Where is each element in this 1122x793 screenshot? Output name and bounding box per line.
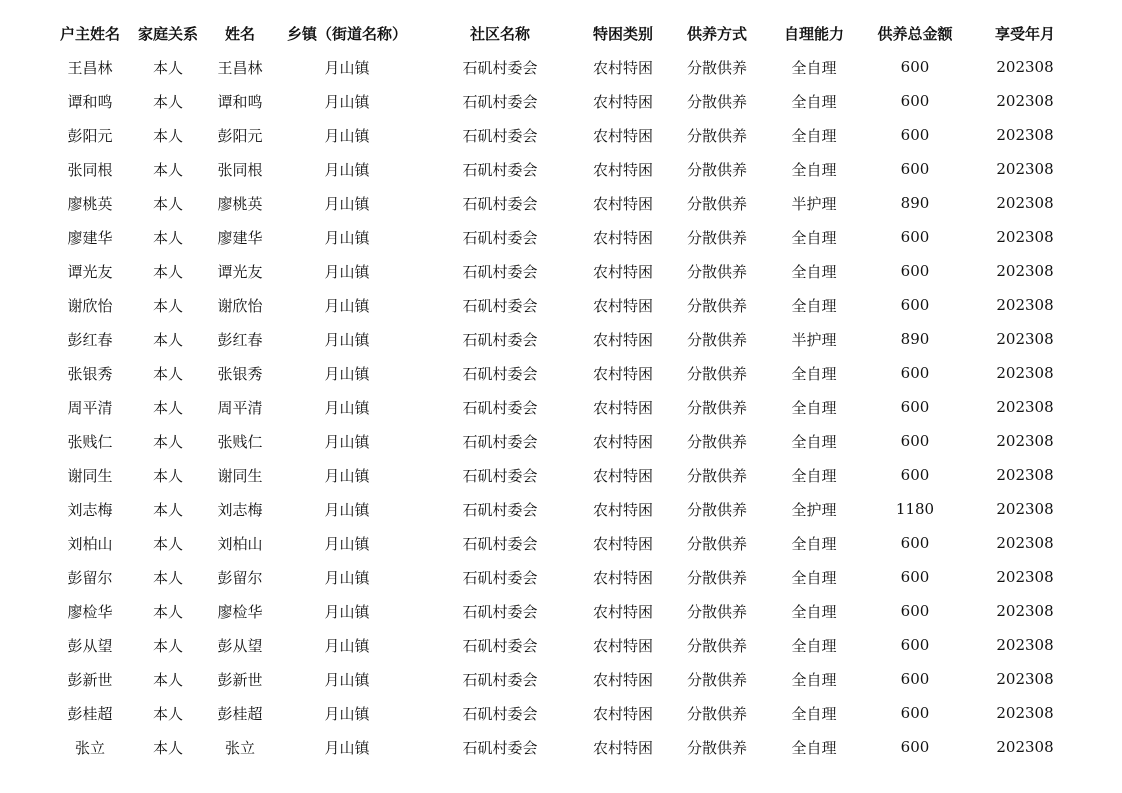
name-cell: 谭光友 <box>217 262 263 281</box>
township-cell: 月山镇 <box>324 670 370 689</box>
township-cell: 月山镇 <box>324 364 370 383</box>
name-cell: 彭留尔 <box>217 568 263 587</box>
category-cell: 农村特困 <box>592 92 653 111</box>
township-cell: 月山镇 <box>324 194 370 213</box>
family-relation-cell: 本人 <box>152 398 183 417</box>
family-relation-cell: 本人 <box>152 432 183 451</box>
amount-cell: 600 <box>900 92 930 110</box>
householder-name-cell: 彭留尔 <box>67 568 113 587</box>
self-care-cell: 全自理 <box>791 58 837 77</box>
table-row <box>48 628 1078 662</box>
householder-name-cell: 刘柏山 <box>67 534 113 553</box>
support-method-cell: 分散供养 <box>686 296 747 315</box>
family-relation-cell: 本人 <box>152 228 183 247</box>
householder-name-cell: 廖建华 <box>67 228 113 247</box>
self-care-cell: 全自理 <box>791 466 837 485</box>
family-relation-cell: 本人 <box>152 330 183 349</box>
name-cell: 廖建华 <box>217 228 263 247</box>
township-cell: 月山镇 <box>324 398 370 417</box>
month-cell: 202308 <box>996 568 1054 586</box>
header-category: 特困类别 <box>592 24 653 43</box>
family-relation-cell: 本人 <box>152 126 183 145</box>
township-cell: 月山镇 <box>324 92 370 111</box>
self-care-cell: 全自理 <box>791 534 837 553</box>
support-method-cell: 分散供养 <box>686 704 747 723</box>
township-cell: 月山镇 <box>324 160 370 179</box>
header-month: 享受年月 <box>994 24 1055 43</box>
householder-name-cell: 彭阳元 <box>67 126 113 145</box>
householder-name-cell: 廖桃英 <box>67 194 113 213</box>
amount-cell: 600 <box>900 432 930 450</box>
self-care-cell: 全自理 <box>791 126 837 145</box>
table-row <box>48 186 1078 220</box>
name-cell: 廖桃英 <box>217 194 263 213</box>
table-body <box>48 50 1078 764</box>
support-method-cell: 分散供养 <box>686 228 747 247</box>
table-row <box>48 492 1078 526</box>
category-cell: 农村特困 <box>592 296 653 315</box>
amount-cell: 890 <box>900 330 930 348</box>
community-cell: 石矶村委会 <box>462 364 538 383</box>
table-header <box>48 16 1078 50</box>
amount-cell: 600 <box>900 738 930 756</box>
month-cell: 202308 <box>996 296 1054 314</box>
amount-cell: 600 <box>900 466 930 484</box>
table-row <box>48 696 1078 730</box>
support-method-cell: 分散供养 <box>686 58 747 77</box>
township-cell: 月山镇 <box>324 228 370 247</box>
month-cell: 202308 <box>996 398 1054 416</box>
month-cell: 202308 <box>996 602 1054 620</box>
category-cell: 农村特困 <box>592 500 653 519</box>
family-relation-cell: 本人 <box>152 58 183 77</box>
category-cell: 农村特困 <box>592 704 653 723</box>
header-community: 社区名称 <box>469 24 530 43</box>
month-cell: 202308 <box>996 432 1054 450</box>
beneficiary-table <box>48 16 1078 764</box>
table-row <box>48 288 1078 322</box>
support-method-cell: 分散供养 <box>686 330 747 349</box>
support-method-cell: 分散供养 <box>686 534 747 553</box>
householder-name-cell: 彭新世 <box>67 670 113 689</box>
township-cell: 月山镇 <box>324 534 370 553</box>
township-cell: 月山镇 <box>324 568 370 587</box>
month-cell: 202308 <box>996 670 1054 688</box>
support-method-cell: 分散供养 <box>686 738 747 757</box>
family-relation-cell: 本人 <box>152 670 183 689</box>
family-relation-cell: 本人 <box>152 534 183 553</box>
month-cell: 202308 <box>996 364 1054 382</box>
township-cell: 月山镇 <box>324 466 370 485</box>
category-cell: 农村特困 <box>592 636 653 655</box>
self-care-cell: 全自理 <box>791 602 837 621</box>
self-care-cell: 全护理 <box>791 500 837 519</box>
support-method-cell: 分散供养 <box>686 126 747 145</box>
amount-cell: 600 <box>900 670 930 688</box>
header-self-care: 自理能力 <box>783 24 844 43</box>
community-cell: 石矶村委会 <box>462 398 538 417</box>
self-care-cell: 全自理 <box>791 704 837 723</box>
family-relation-cell: 本人 <box>152 602 183 621</box>
self-care-cell: 全自理 <box>791 636 837 655</box>
community-cell: 石矶村委会 <box>462 738 538 757</box>
township-cell: 月山镇 <box>324 500 370 519</box>
category-cell: 农村特困 <box>592 364 653 383</box>
community-cell: 石矶村委会 <box>462 126 538 145</box>
amount-cell: 600 <box>900 636 930 654</box>
township-cell: 月山镇 <box>324 296 370 315</box>
amount-cell: 600 <box>900 58 930 76</box>
family-relation-cell: 本人 <box>152 500 183 519</box>
category-cell: 农村特困 <box>592 262 653 281</box>
name-cell: 彭新世 <box>217 670 263 689</box>
family-relation-cell: 本人 <box>152 466 183 485</box>
householder-name-cell: 彭从望 <box>67 636 113 655</box>
category-cell: 农村特困 <box>592 398 653 417</box>
householder-name-cell: 周平清 <box>67 398 113 417</box>
month-cell: 202308 <box>996 330 1054 348</box>
community-cell: 石矶村委会 <box>462 602 538 621</box>
householder-name-cell: 谭光友 <box>67 262 113 281</box>
name-cell: 谭和鸣 <box>217 92 263 111</box>
name-cell: 刘志梅 <box>217 500 263 519</box>
community-cell: 石矶村委会 <box>462 58 538 77</box>
community-cell: 石矶村委会 <box>462 636 538 655</box>
township-cell: 月山镇 <box>324 330 370 349</box>
community-cell: 石矶村委会 <box>462 500 538 519</box>
month-cell: 202308 <box>996 262 1054 280</box>
month-cell: 202308 <box>996 466 1054 484</box>
community-cell: 石矶村委会 <box>462 330 538 349</box>
township-cell: 月山镇 <box>324 432 370 451</box>
family-relation-cell: 本人 <box>152 636 183 655</box>
householder-name-cell: 彭桂超 <box>67 704 113 723</box>
amount-cell: 600 <box>900 534 930 552</box>
header-row <box>48 16 1078 50</box>
self-care-cell: 全自理 <box>791 670 837 689</box>
support-method-cell: 分散供养 <box>686 636 747 655</box>
table-row <box>48 152 1078 186</box>
amount-cell: 600 <box>900 364 930 382</box>
month-cell: 202308 <box>996 534 1054 552</box>
township-cell: 月山镇 <box>324 58 370 77</box>
category-cell: 农村特困 <box>592 602 653 621</box>
township-cell: 月山镇 <box>324 126 370 145</box>
name-cell: 张同根 <box>217 160 263 179</box>
community-cell: 石矶村委会 <box>462 704 538 723</box>
amount-cell: 1180 <box>895 500 935 518</box>
support-method-cell: 分散供养 <box>686 568 747 587</box>
family-relation-cell: 本人 <box>152 738 183 757</box>
family-relation-cell: 本人 <box>152 704 183 723</box>
amount-cell: 600 <box>900 602 930 620</box>
community-cell: 石矶村委会 <box>462 262 538 281</box>
name-cell: 谢同生 <box>217 466 263 485</box>
self-care-cell: 全自理 <box>791 738 837 757</box>
family-relation-cell: 本人 <box>152 262 183 281</box>
support-method-cell: 分散供养 <box>686 262 747 281</box>
amount-cell: 600 <box>900 228 930 246</box>
name-cell: 彭阳元 <box>217 126 263 145</box>
category-cell: 农村特困 <box>592 738 653 757</box>
month-cell: 202308 <box>996 636 1054 654</box>
householder-name-cell: 彭红春 <box>67 330 113 349</box>
self-care-cell: 全自理 <box>791 160 837 179</box>
support-method-cell: 分散供养 <box>686 432 747 451</box>
table-row <box>48 254 1078 288</box>
support-method-cell: 分散供养 <box>686 194 747 213</box>
month-cell: 202308 <box>996 500 1054 518</box>
householder-name-cell: 张银秀 <box>67 364 113 383</box>
table-row <box>48 220 1078 254</box>
table-row <box>48 390 1078 424</box>
amount-cell: 600 <box>900 398 930 416</box>
community-cell: 石矶村委会 <box>462 92 538 111</box>
month-cell: 202308 <box>996 194 1054 212</box>
table-row <box>48 356 1078 390</box>
table-row <box>48 50 1078 84</box>
header-township: 乡镇（街道名称） <box>286 24 407 43</box>
category-cell: 农村特困 <box>592 568 653 587</box>
name-cell: 张贱仁 <box>217 432 263 451</box>
householder-name-cell: 廖检华 <box>67 602 113 621</box>
amount-cell: 600 <box>900 296 930 314</box>
name-cell: 廖检华 <box>217 602 263 621</box>
community-cell: 石矶村委会 <box>462 534 538 553</box>
table-row <box>48 458 1078 492</box>
category-cell: 农村特困 <box>592 194 653 213</box>
township-cell: 月山镇 <box>324 636 370 655</box>
category-cell: 农村特困 <box>592 330 653 349</box>
category-cell: 农村特困 <box>592 58 653 77</box>
family-relation-cell: 本人 <box>152 296 183 315</box>
self-care-cell: 全自理 <box>791 296 837 315</box>
header-family-relation: 家庭关系 <box>137 24 198 43</box>
householder-name-cell: 刘志梅 <box>67 500 113 519</box>
support-method-cell: 分散供养 <box>686 364 747 383</box>
amount-cell: 600 <box>900 704 930 722</box>
community-cell: 石矶村委会 <box>462 228 538 247</box>
month-cell: 202308 <box>996 126 1054 144</box>
name-cell: 彭从望 <box>217 636 263 655</box>
self-care-cell: 全自理 <box>791 568 837 587</box>
township-cell: 月山镇 <box>324 602 370 621</box>
category-cell: 农村特困 <box>592 228 653 247</box>
support-method-cell: 分散供养 <box>686 160 747 179</box>
category-cell: 农村特困 <box>592 160 653 179</box>
support-method-cell: 分散供养 <box>686 92 747 111</box>
month-cell: 202308 <box>996 228 1054 246</box>
category-cell: 农村特困 <box>592 670 653 689</box>
support-method-cell: 分散供养 <box>686 670 747 689</box>
name-cell: 谢欣怡 <box>217 296 263 315</box>
householder-name-cell: 张立 <box>74 738 105 757</box>
table-row <box>48 594 1078 628</box>
householder-name-cell: 谢欣怡 <box>67 296 113 315</box>
name-cell: 彭红春 <box>217 330 263 349</box>
family-relation-cell: 本人 <box>152 364 183 383</box>
name-cell: 周平清 <box>217 398 263 417</box>
amount-cell: 600 <box>900 160 930 178</box>
self-care-cell: 全自理 <box>791 398 837 417</box>
header-amount: 供养总金额 <box>877 24 953 43</box>
support-method-cell: 分散供养 <box>686 466 747 485</box>
self-care-cell: 全自理 <box>791 262 837 281</box>
table-row <box>48 730 1078 764</box>
householder-name-cell: 谭和鸣 <box>67 92 113 111</box>
month-cell: 202308 <box>996 738 1054 756</box>
self-care-cell: 全自理 <box>791 364 837 383</box>
name-cell: 彭桂超 <box>217 704 263 723</box>
family-relation-cell: 本人 <box>152 92 183 111</box>
category-cell: 农村特困 <box>592 432 653 451</box>
householder-name-cell: 王昌林 <box>67 58 113 77</box>
self-care-cell: 全自理 <box>791 92 837 111</box>
community-cell: 石矶村委会 <box>462 160 538 179</box>
table-row <box>48 84 1078 118</box>
family-relation-cell: 本人 <box>152 568 183 587</box>
month-cell: 202308 <box>996 58 1054 76</box>
support-method-cell: 分散供养 <box>686 500 747 519</box>
self-care-cell: 半护理 <box>791 194 837 213</box>
category-cell: 农村特困 <box>592 534 653 553</box>
name-cell: 张立 <box>224 738 255 757</box>
header-support-method: 供养方式 <box>686 24 747 43</box>
householder-name-cell: 张贱仁 <box>67 432 113 451</box>
support-method-cell: 分散供养 <box>686 398 747 417</box>
category-cell: 农村特困 <box>592 466 653 485</box>
name-cell: 张银秀 <box>217 364 263 383</box>
amount-cell: 600 <box>900 568 930 586</box>
table-row <box>48 424 1078 458</box>
name-cell: 王昌林 <box>217 58 263 77</box>
self-care-cell: 半护理 <box>791 330 837 349</box>
community-cell: 石矶村委会 <box>462 568 538 587</box>
amount-cell: 600 <box>900 126 930 144</box>
township-cell: 月山镇 <box>324 738 370 757</box>
self-care-cell: 全自理 <box>791 432 837 451</box>
self-care-cell: 全自理 <box>791 228 837 247</box>
header-householder-name: 户主姓名 <box>59 24 120 43</box>
category-cell: 农村特困 <box>592 126 653 145</box>
table-row <box>48 322 1078 356</box>
community-cell: 石矶村委会 <box>462 466 538 485</box>
community-cell: 石矶村委会 <box>462 670 538 689</box>
amount-cell: 600 <box>900 262 930 280</box>
month-cell: 202308 <box>996 160 1054 178</box>
header-name: 姓名 <box>224 24 255 43</box>
table-row <box>48 560 1078 594</box>
month-cell: 202308 <box>996 704 1054 722</box>
householder-name-cell: 张同根 <box>67 160 113 179</box>
family-relation-cell: 本人 <box>152 194 183 213</box>
township-cell: 月山镇 <box>324 262 370 281</box>
community-cell: 石矶村委会 <box>462 296 538 315</box>
table-row <box>48 526 1078 560</box>
householder-name-cell: 谢同生 <box>67 466 113 485</box>
community-cell: 石矶村委会 <box>462 432 538 451</box>
amount-cell: 890 <box>900 194 930 212</box>
table-row <box>48 662 1078 696</box>
support-method-cell: 分散供养 <box>686 602 747 621</box>
family-relation-cell: 本人 <box>152 160 183 179</box>
name-cell: 刘柏山 <box>217 534 263 553</box>
table-row <box>48 118 1078 152</box>
month-cell: 202308 <box>996 92 1054 110</box>
community-cell: 石矶村委会 <box>462 194 538 213</box>
township-cell: 月山镇 <box>324 704 370 723</box>
